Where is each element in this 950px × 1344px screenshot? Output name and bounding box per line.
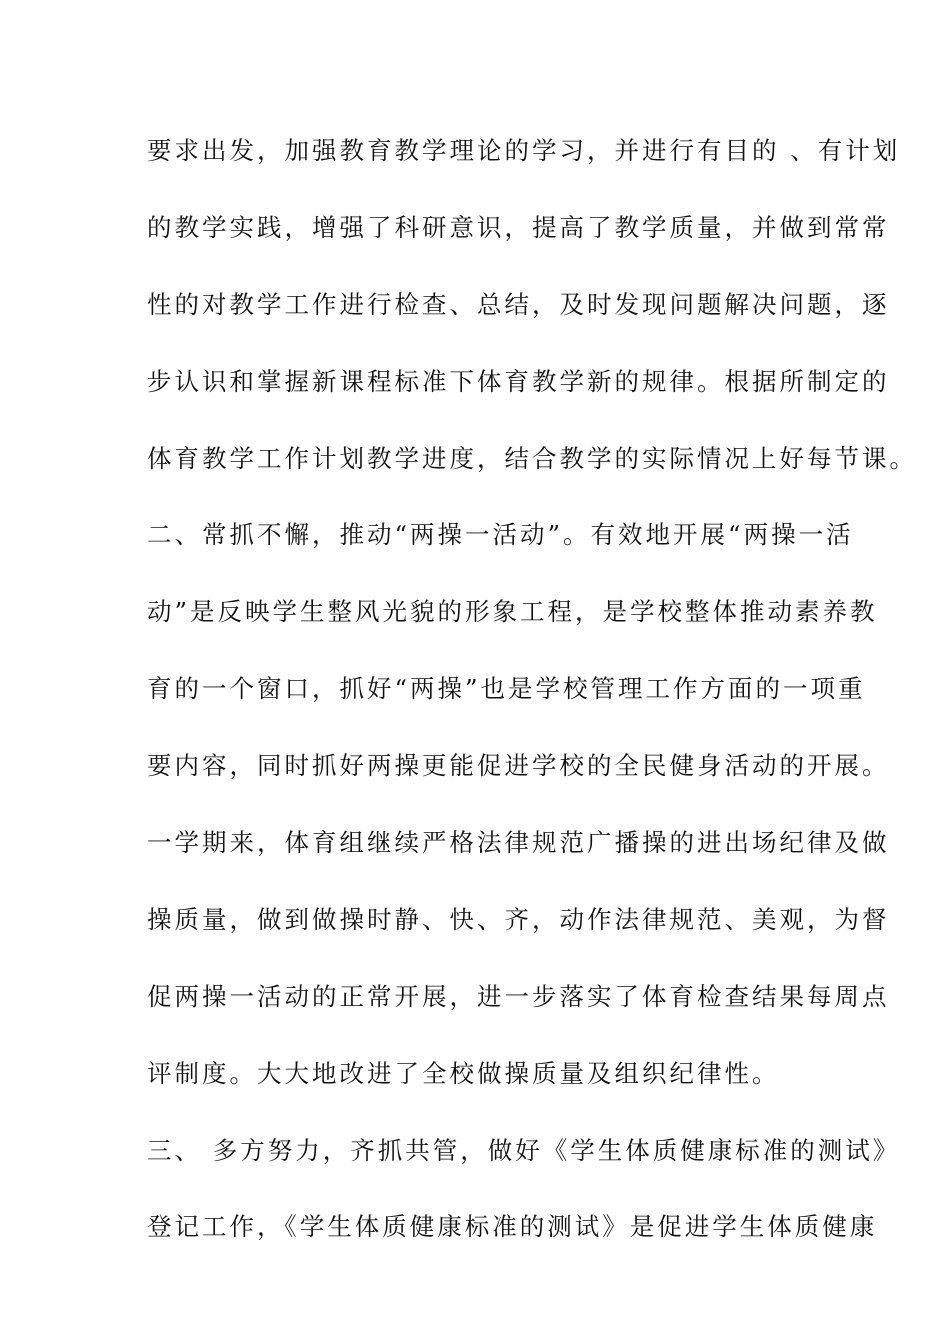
text-line: 登记工作，《学生体质健康标准的测试》是促进学生体质健康 xyxy=(147,1212,878,1242)
text-line: 要内容，同时抓好两操更能促进学校的全民健身活动的开展。 xyxy=(147,751,890,781)
text-line: 步认识和掌握新课程标准下体育教学新的规律。根据所制定的 xyxy=(147,366,890,396)
text-line: 育的一个窗口，抓好“两操”也是学校管理工作方面的一项重 xyxy=(147,674,866,704)
text-line: 一学期来，体育组继续严格法律规范广播操的进出场纪律及做 xyxy=(147,828,890,858)
body-text xyxy=(147,132,917,1285)
text-line: 二、常抓不懈，推动“两操一活动”。有效地开展“两操一活 xyxy=(147,520,854,550)
text-line: 要求出发，加强教育教学理论的学习，并进行有目的 、有计划 xyxy=(147,136,901,165)
text-line: 三、 多方努力，齐抓共管，做好《学生体质健康标准的测试》 xyxy=(147,1135,901,1165)
text-line: 性的对教学工作进行检查、总结，及时发现问题解决问题，逐 xyxy=(147,289,890,319)
text-line: 操质量，做到做操时静、快、齐，动作法律规范、美观，为督 xyxy=(147,904,890,934)
text-line: 评制度。大大地改进了全校做操质量及组织纪律性。 xyxy=(147,1058,780,1088)
text-line: 体育教学工作计划教学进度，结合教学的实际情况上好每节课。 xyxy=(147,443,917,473)
text-line: 动”是反映学生整风光貌的形象工程，是学校整体推动素养教 xyxy=(147,597,878,627)
text-line: 促两操一活动的正常开展，进一步落实了体育检查结果每周点 xyxy=(147,981,890,1011)
text-line: 的教学实践，增强了科研意识，提高了教学质量，并做到常常 xyxy=(147,212,890,242)
